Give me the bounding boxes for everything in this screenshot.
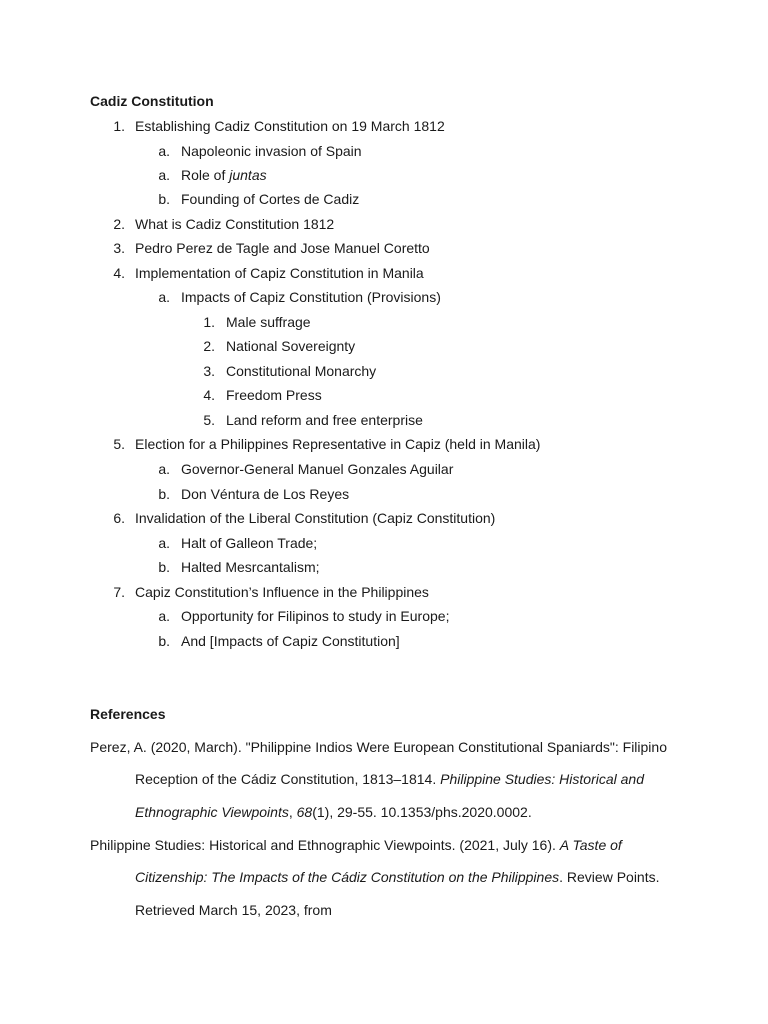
list-marker: b. [158,559,170,575]
list-item-text: Halt of Galleon Trade; [181,535,318,551]
reference-text-italic: Ethnographic Viewpoints [135,804,289,820]
list-item-text: Opportunity for Filipinos to study in Europe; [181,608,450,624]
list-marker: 4. [113,265,125,281]
list-marker: 5. [113,436,125,452]
reference-text: , [288,804,297,820]
list-item-text [181,167,267,183]
list-marker: 1. [113,118,125,134]
list-marker: 7. [113,584,125,600]
list-marker: 6. [113,510,125,526]
list-item-text: And [Impacts of Capiz Constitution] [181,633,400,649]
list-item-text: Governor-General Manuel Gonzales Aguilar [181,461,454,477]
list-item-text: What is Cadiz Constitution 1812 [135,216,335,232]
list-item-text-italic: juntas [229,167,267,183]
list-marker: a. [158,143,170,159]
list-marker: b. [158,633,170,649]
list-marker: a. [158,167,170,183]
reference-text-italic: A Taste of [559,837,622,853]
list-marker: a. [158,289,170,305]
list-item-text: Election for a Philippines Representative in Capiz (held in Manila) [135,436,541,452]
list-marker: a. [158,535,170,551]
outline-heading: Cadiz Constitution [90,93,214,109]
list-marker: 3. [113,240,125,256]
reference-line [135,771,644,787]
list-item-text: Founding of Cortes de Cadiz [181,191,360,207]
reference-text: . Review Points. [559,869,660,885]
list-marker: a. [158,608,170,624]
list-marker: b. [158,191,170,207]
list-item-text-prefix: Role of [181,167,230,183]
reference-text-italic: Philippine Studies: Historical and [440,771,644,787]
list-item-text: Impacts of Capiz Constitution (Provisions) [181,289,441,305]
list-marker: 4. [203,387,215,403]
list-marker: 2. [113,216,125,232]
reference-line: Perez, A. (2020, March). "Philippine Indios Were European Constitutional Spaniards": Filipino [90,739,667,755]
list-item-text: Land reform and free enterprise [226,412,423,428]
list-item-text: National Sovereignty [226,338,356,354]
list-item-text: Don Véntura de Los Reyes [181,486,350,502]
list-marker: 5. [203,412,215,428]
list-item-text: Implementation of Capiz Constitution in Manila [135,265,424,281]
list-marker: b. [158,486,170,502]
reference-line [135,869,660,885]
reference-line: Retrieved March 15, 2023, from [135,902,332,918]
list-item-text: Napoleonic invasion of Spain [181,143,362,159]
list-item-text: Male suffrage [226,314,311,330]
list-marker: 1. [203,314,215,330]
reference-text-italic: Citizenship: The Impacts of the Cádiz Constitution on the Philippines [135,869,560,885]
reference-line [90,837,622,853]
list-item-text: Constitutional Monarchy [226,363,377,379]
references-heading: References [90,706,166,722]
list-marker: a. [158,461,170,477]
list-item-text: Capiz Constitution’s Influence in the Philippines [135,584,429,600]
list-marker: 2. [203,338,215,354]
list-item-text: Establishing Cadiz Constitution on 19 March 1812 [135,118,445,134]
list-item-text: Halted Mesrcantalism; [181,559,320,575]
reference-text: (1), 29-55. 10.1353/phs.2020.0002. [312,804,532,820]
reference-text-italic: 68 [296,804,313,820]
list-marker: 3. [203,363,215,379]
reference-text: Philippine Studies: Historical and Ethnographic Viewpoints. (2021, July 16). [90,837,560,853]
list-item-text: Freedom Press [226,387,322,403]
list-item-text: Invalidation of the Liberal Constitution (Capiz Constitution) [135,510,496,526]
list-item-text: Pedro Perez de Tagle and Jose Manuel Coretto [135,240,430,256]
reference-line [135,804,532,820]
reference-text: Reception of the Cádiz Constitution, 1813–1814. [135,771,441,787]
